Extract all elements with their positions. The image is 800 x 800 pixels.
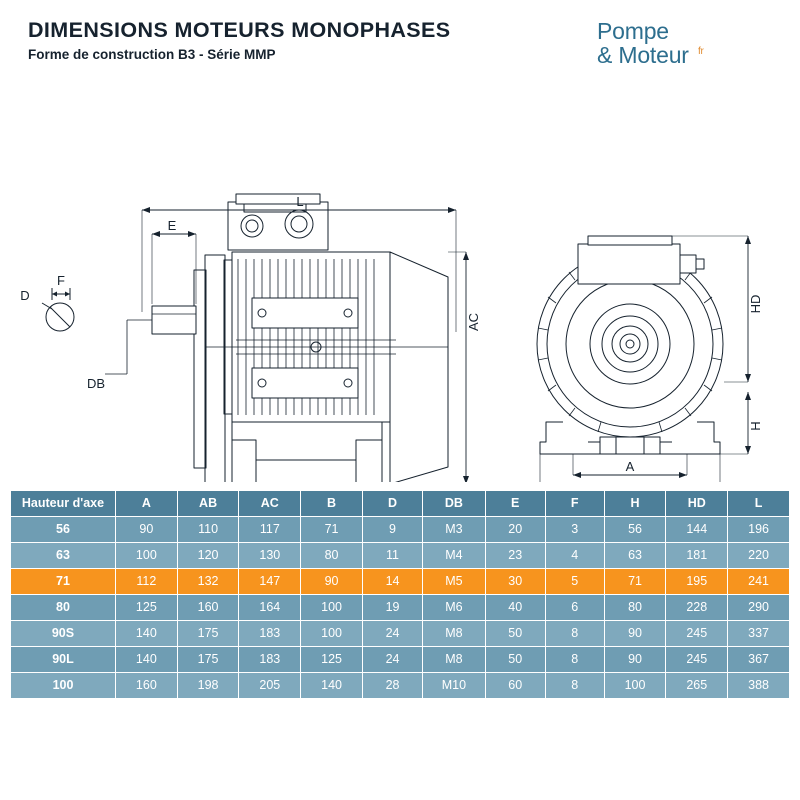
column-header-db: DB bbox=[423, 491, 486, 517]
cell-hd: 144 bbox=[666, 517, 728, 543]
cell-ab: 160 bbox=[177, 595, 239, 621]
cell-d: 14 bbox=[362, 569, 422, 595]
cell-d: 9 bbox=[362, 517, 422, 543]
cell-hd: 265 bbox=[666, 673, 728, 699]
cell-db: M10 bbox=[423, 673, 486, 699]
table-row[interactable] bbox=[11, 517, 790, 543]
cell-d: 11 bbox=[362, 543, 422, 569]
cell-e: 23 bbox=[485, 543, 545, 569]
cell-ac: 183 bbox=[239, 647, 301, 673]
cell-ac: 183 bbox=[239, 621, 301, 647]
cell-f: 6 bbox=[545, 595, 604, 621]
cell-a: 90 bbox=[115, 517, 177, 543]
table-row[interactable] bbox=[11, 647, 790, 673]
cell-a: 125 bbox=[115, 595, 177, 621]
cell-e: 50 bbox=[485, 621, 545, 647]
technical-drawing bbox=[0, 92, 800, 482]
cell-f: 4 bbox=[545, 543, 604, 569]
cell-h: 80 bbox=[604, 595, 666, 621]
column-header-f: F bbox=[545, 491, 604, 517]
cell-hd: 181 bbox=[666, 543, 728, 569]
label-E: E bbox=[167, 218, 177, 233]
label-D: D bbox=[20, 288, 30, 303]
cell-b: 125 bbox=[301, 647, 363, 673]
cell-hd: 228 bbox=[666, 595, 728, 621]
cell-e: 30 bbox=[485, 569, 545, 595]
cell-db: M6 bbox=[423, 595, 486, 621]
cell-a: 112 bbox=[115, 569, 177, 595]
cell-h: 90 bbox=[604, 647, 666, 673]
cell-ab: 198 bbox=[177, 673, 239, 699]
logo-line-1: Pompe bbox=[597, 18, 669, 44]
motor-front-view bbox=[537, 236, 723, 454]
cell-f: 8 bbox=[545, 647, 604, 673]
cell-b: 71 bbox=[301, 517, 363, 543]
cell-h: 63 bbox=[604, 543, 666, 569]
cell-h: 71 bbox=[604, 569, 666, 595]
cell-l: 337 bbox=[728, 621, 790, 647]
cell-f: 8 bbox=[545, 621, 604, 647]
cell-b: 100 bbox=[301, 621, 363, 647]
dimensions-table bbox=[10, 490, 790, 699]
cell-l: 220 bbox=[728, 543, 790, 569]
cell-ab: 175 bbox=[177, 647, 239, 673]
column-header-l: L bbox=[728, 491, 790, 517]
cell-d: 24 bbox=[362, 621, 422, 647]
column-header-b: B bbox=[301, 491, 363, 517]
brand-logo bbox=[597, 20, 772, 80]
label-DB: DB bbox=[86, 376, 106, 391]
cell-d: 24 bbox=[362, 647, 422, 673]
table-row[interactable] bbox=[11, 673, 790, 699]
table-row-highlighted[interactable] bbox=[11, 569, 790, 595]
cell-b: 100 bbox=[301, 595, 363, 621]
cell-ab: 110 bbox=[177, 517, 239, 543]
cell-f: 5 bbox=[545, 569, 604, 595]
column-header-ac: AC bbox=[239, 491, 301, 517]
cell-a: 160 bbox=[115, 673, 177, 699]
column-header-hd: HD bbox=[666, 491, 728, 517]
cell-ac: 130 bbox=[239, 543, 301, 569]
cell-hd: 245 bbox=[666, 621, 728, 647]
cell-h: 100 bbox=[604, 673, 666, 699]
cell-b: 140 bbox=[301, 673, 363, 699]
column-header-a: A bbox=[115, 491, 177, 517]
cell-a: 100 bbox=[115, 543, 177, 569]
cell-hauteur-daxe: 80 bbox=[11, 595, 116, 621]
cell-hauteur-daxe: 71 bbox=[11, 569, 116, 595]
table-row[interactable] bbox=[11, 621, 790, 647]
cell-a: 140 bbox=[115, 621, 177, 647]
logo-line-2 bbox=[597, 43, 772, 68]
cell-db: M5 bbox=[423, 569, 486, 595]
column-header-h: H bbox=[604, 491, 666, 517]
table-row[interactable] bbox=[11, 595, 790, 621]
page-subtitle: Forme de construction B3 - Série MMP bbox=[28, 47, 276, 62]
table-header-row bbox=[11, 491, 790, 517]
cell-hauteur-daxe: 56 bbox=[11, 517, 116, 543]
cell-db: M8 bbox=[423, 621, 486, 647]
cell-b: 80 bbox=[301, 543, 363, 569]
page-title: DIMENSIONS MOTEURS MONOPHASES bbox=[28, 18, 451, 42]
cell-l: 367 bbox=[728, 647, 790, 673]
column-header-d: D bbox=[362, 491, 422, 517]
cell-hd: 195 bbox=[666, 569, 728, 595]
table-body bbox=[11, 517, 790, 699]
cell-ac: 117 bbox=[239, 517, 301, 543]
cell-db: M8 bbox=[423, 647, 486, 673]
cell-ac: 205 bbox=[239, 673, 301, 699]
cell-a: 140 bbox=[115, 647, 177, 673]
cell-ab: 132 bbox=[177, 569, 239, 595]
motor-side-view bbox=[105, 194, 448, 482]
motor-dimension-drawing bbox=[0, 92, 800, 482]
cell-e: 20 bbox=[485, 517, 545, 543]
cell-ab: 120 bbox=[177, 543, 239, 569]
cell-f: 8 bbox=[545, 673, 604, 699]
logo-moteur-text: Moteur bbox=[618, 42, 689, 68]
table-header bbox=[11, 491, 790, 517]
cell-h: 56 bbox=[604, 517, 666, 543]
cell-hauteur-daxe: 90S bbox=[11, 621, 116, 647]
cell-hauteur-daxe: 90L bbox=[11, 647, 116, 673]
shaft-detail-view bbox=[42, 288, 74, 331]
cell-db: M3 bbox=[423, 517, 486, 543]
cell-e: 60 bbox=[485, 673, 545, 699]
label-A: A bbox=[625, 459, 635, 474]
cell-d: 28 bbox=[362, 673, 422, 699]
cell-db: M4 bbox=[423, 543, 486, 569]
cell-h: 90 bbox=[604, 621, 666, 647]
label-F: F bbox=[57, 273, 65, 288]
column-header-ab: AB bbox=[177, 491, 239, 517]
logo-tld-text: fr bbox=[697, 46, 704, 58]
cell-b: 90 bbox=[301, 569, 363, 595]
cell-l: 196 bbox=[728, 517, 790, 543]
cell-e: 50 bbox=[485, 647, 545, 673]
column-header-e: E bbox=[485, 491, 545, 517]
cell-ac: 164 bbox=[239, 595, 301, 621]
dimensions-table-container bbox=[10, 490, 790, 699]
label-AC: AC bbox=[466, 312, 481, 332]
table-row[interactable] bbox=[11, 543, 790, 569]
cell-l: 241 bbox=[728, 569, 790, 595]
cell-l: 290 bbox=[728, 595, 790, 621]
cell-d: 19 bbox=[362, 595, 422, 621]
page-header bbox=[0, 0, 800, 95]
label-H: H bbox=[748, 421, 763, 431]
cell-ab: 175 bbox=[177, 621, 239, 647]
cell-f: 3 bbox=[545, 517, 604, 543]
cell-hauteur-daxe: 63 bbox=[11, 543, 116, 569]
cell-ac: 147 bbox=[239, 569, 301, 595]
cell-l: 388 bbox=[728, 673, 790, 699]
label-HD: HD bbox=[748, 294, 763, 314]
cell-hauteur-daxe: 100 bbox=[11, 673, 116, 699]
cell-e: 40 bbox=[485, 595, 545, 621]
label-L: L bbox=[296, 194, 304, 209]
column-header-hauteur-daxe: Hauteur d'axe bbox=[11, 491, 116, 517]
logo-ampersand: & bbox=[597, 42, 613, 68]
cell-hd: 245 bbox=[666, 647, 728, 673]
